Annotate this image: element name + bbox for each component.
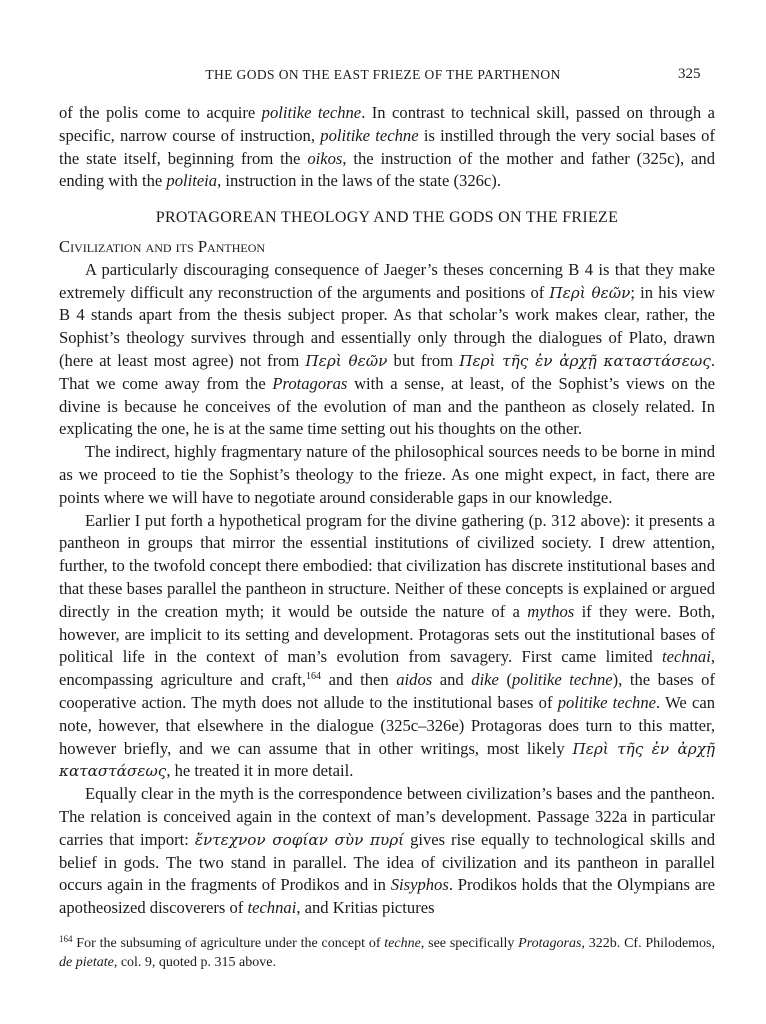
paragraph xyxy=(59,259,715,441)
term-technai: technai xyxy=(662,647,711,667)
term-politike-techne: politike techne xyxy=(320,125,419,145)
text-span: . In contrast to technical skill, passed on through a specific, narrow course of instruction, xyxy=(59,103,715,145)
text-span: is instilled through the very social bases of the state itself, beginning from the xyxy=(59,125,715,168)
text-span: , instruction in the laws of the state (326c). xyxy=(217,171,501,191)
text-span: but from xyxy=(387,350,460,370)
text-span: . Prodikos holds that the Olympians are apotheosized discoverers of xyxy=(59,875,715,918)
greek-title: Περὶ θεῶν xyxy=(549,283,631,302)
text-span: of the polis come to acquire xyxy=(59,103,262,122)
text-span: if they were. Both, however, are implicit to its setting and development. Protagoras sets out the institutional bases of political life in the context of man’s evolution from savagery. First came limited xyxy=(59,601,716,667)
paragraph xyxy=(59,783,715,920)
work-title: de pietate xyxy=(59,955,114,970)
text-span: and xyxy=(432,670,472,690)
paragraph: The indirect, highly fragmentary nature of the philosophical sources needs to be borne in mind as we proceed to tie the Sophist’s theology to the frieze. As one might expect, in fact, there are points where we will have to negotiate around considerable gaps in our knowledge. xyxy=(59,442,715,507)
text-span: , the instruction of the mother and father (325c), and ending with the xyxy=(59,148,715,191)
work-title: Protagoras xyxy=(518,936,582,951)
term-techne: techne xyxy=(384,936,421,951)
text-span: Equally clear in the myth is the correspondence between civilization’s bases and the pantheon. The relation is conceived again in the context of man’s development. Passage 322a in particular carries that import: xyxy=(59,784,715,849)
text-span: A particularly discouraging consequence of Jaeger’s theses concerning B 4 is that they make extremely difficult any reconstruction of the arguments and positions of xyxy=(59,259,715,302)
text-span: , encompassing agriculture and craft, xyxy=(59,647,715,690)
term-aidos: aidos xyxy=(396,670,433,690)
term-politeia: politeia xyxy=(166,171,218,191)
section-heading: PROTAGOREAN THEOLOGY AND THE GODS ON THE FRIEZE xyxy=(155,209,619,227)
page-number: 325 xyxy=(678,66,701,82)
text-span: with a sense, at least, of the Sophist’s views on the divine is because he conceives of the evolution of man and the pantheon as closely related. In explicating the one, he is at the same time setting out his thoughts on the other. xyxy=(59,373,715,439)
text-span: . That we come away from the xyxy=(59,350,715,393)
greek-title: Περὶ θεῶν xyxy=(305,351,388,370)
text-span: Earlier I put forth a hypothetical program for the divine gathering (p. 312 above): it presents a pantheon in groups that mirror the essential institutions of civilized society. I drew attention, further, to the twofold concept there embodied: that civilization has discrete institutional bases and that these bases parallel the pantheon in structure. Neither of these concepts is explained or argued directly in the creation myth; it would be outside the nature of a xyxy=(59,510,715,621)
term-technai: technai xyxy=(247,898,297,918)
text-span: , he treated it in more detail. xyxy=(166,761,354,781)
footnote-number: 164 xyxy=(59,934,73,944)
text-span: . We can note, however, that elsewhere in the dialogue (325c–326e) Protagoras does turn to this matter, however briefly, and we can assume that in other writings, most likely xyxy=(59,692,716,758)
text-span: , and Kritias pictures xyxy=(296,898,435,918)
subsection-heading: Civilization and its Pantheon xyxy=(59,236,266,256)
text-span: ( xyxy=(498,670,512,690)
work-title: Sisyphos xyxy=(390,875,449,895)
paragraph-continuation xyxy=(59,102,715,193)
term-mythos: mythos xyxy=(527,601,575,621)
greek-title: Περὶ τῆς ἐν ἀρχῇ καταστάσεως xyxy=(459,351,711,370)
greek-quote: ἔντεχνον σοφίαν σὺν πυρί xyxy=(194,830,405,849)
work-title: Protagoras xyxy=(272,373,348,393)
footnote xyxy=(59,934,715,972)
term-oikos: oikos xyxy=(307,148,343,168)
text-span: , 322b. Cf. Philodemos, xyxy=(581,936,715,951)
body-text xyxy=(59,102,715,920)
term-politike-techne: politike techne xyxy=(261,103,362,122)
text-span: For the subsuming of agriculture under the concept of xyxy=(72,936,385,951)
text-span: ), the bases of cooperative action. The myth does not allude to the institutional bases of xyxy=(59,670,715,712)
running-head-title: THE GODS ON THE EAST FRIEZE OF THE PARTHENON xyxy=(205,67,561,82)
term-politike-techne: politike techne xyxy=(511,670,613,690)
text-span: ; in his view B 4 stands apart from the thesis subject proper. As that scholar’s work makes clear, rather, the Sophist’s theology survives through and essentially only through the dialogues of Plato, drawn (here at least most agree) not from xyxy=(59,282,715,370)
text-span: gives rise equally to technological skills and belief in gods. The two stand in parallel. The idea of civilization and its pantheon in parallel occurs again in the fragments of Prodikos and in xyxy=(59,829,716,895)
text-span: , col. 9, quoted p. 315 above. xyxy=(113,955,276,970)
running-head xyxy=(0,65,766,85)
term-politike-techne: politike techne xyxy=(557,692,656,712)
paragraph xyxy=(59,510,715,784)
footnote-marker: 164 xyxy=(306,671,322,683)
text-span: , see specifically xyxy=(420,936,519,951)
text-span: and then xyxy=(321,670,397,690)
term-dike: dike xyxy=(471,670,499,690)
greek-title: Περὶ τῆς ἐν ἀρχῇ καταστάσεως xyxy=(59,739,715,781)
